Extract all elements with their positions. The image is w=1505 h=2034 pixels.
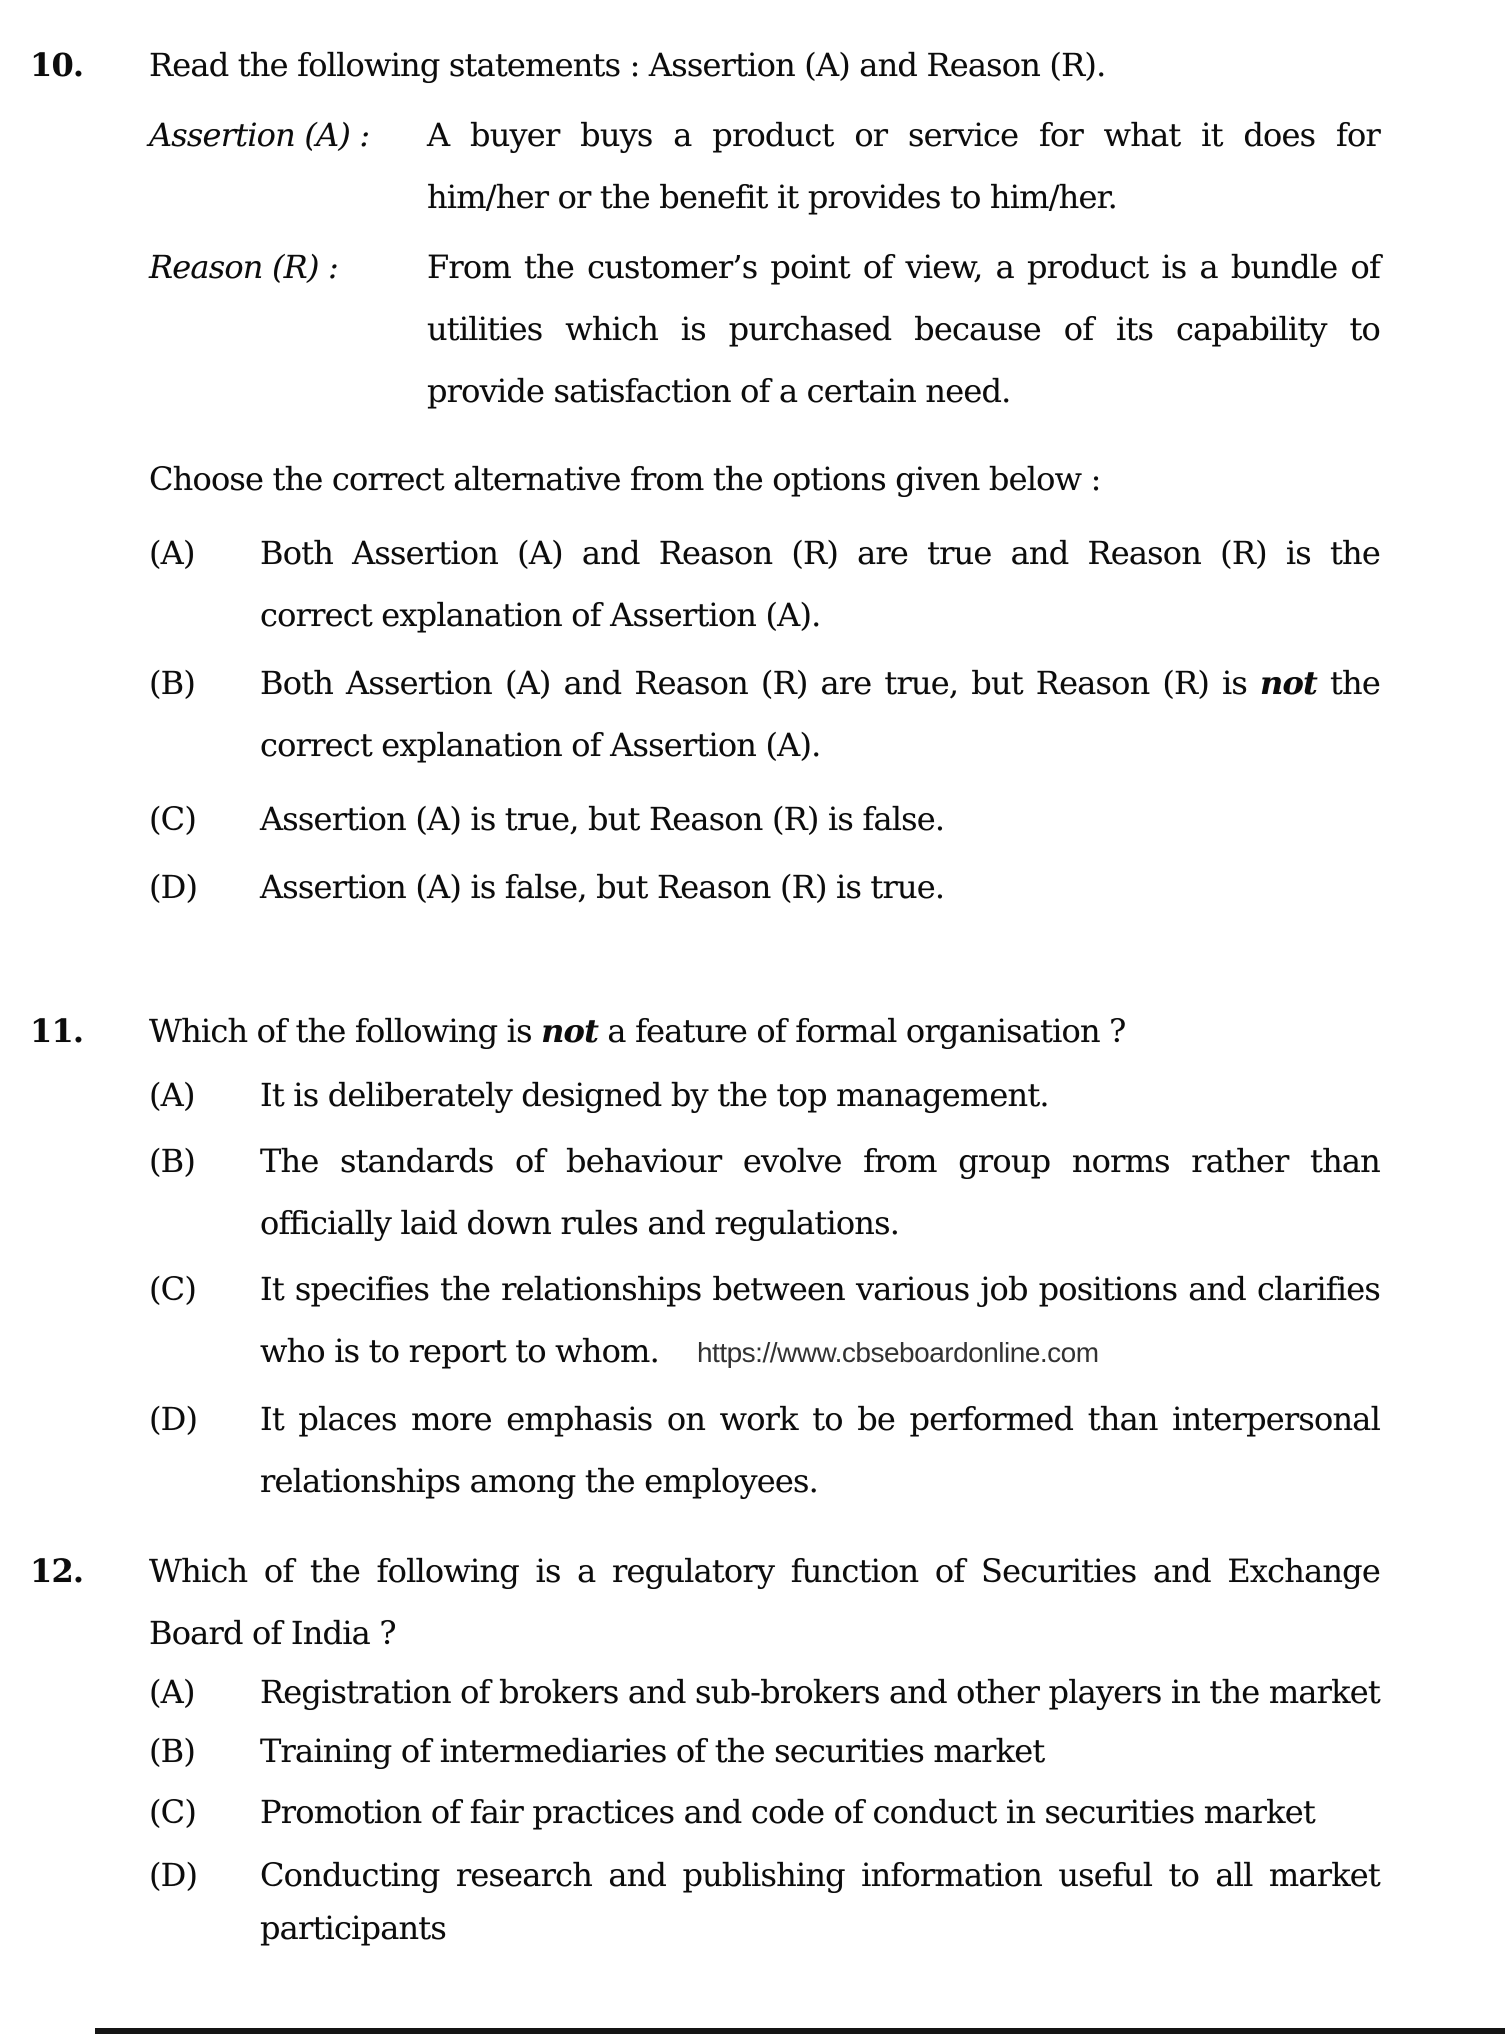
q12-option-d-label: (D): [149, 1856, 198, 1894]
q11-option-c-text: [260, 1258, 1380, 1384]
q12-option-b: [149, 1725, 1380, 1778]
q11-option-d-label: (D): [149, 1400, 198, 1438]
reason-text: From the customer’s point of view, a product is a bundle of utilities which is purchased because of its capability to provide satisfaction of a certain need.: [427, 248, 1380, 410]
q10-option-a-text: Both Assertion (A) and Reason (R) are true and Reason (R) is the correct explanation of Assertion (A).: [260, 534, 1380, 634]
q12-option-b-label: (B): [149, 1732, 196, 1770]
reason-label: Reason (R) :: [149, 248, 338, 286]
q11-option-c-label: (C): [149, 1270, 197, 1308]
q11-option-a-text: It is deliberately designed by the top management.: [260, 1076, 1049, 1114]
q10-option-b-pre: Both Assertion (A) and Reason (R) are true, but Reason (R) is: [260, 664, 1261, 702]
q11-option-b-text: The standards of behaviour evolve from group norms rather than officially laid down rules and regulations.: [260, 1142, 1380, 1242]
question-12-number: 12.: [30, 1552, 84, 1590]
q10-option-b-text: [260, 652, 1380, 776]
question-10-number: 10.: [30, 46, 84, 84]
q10-option-a-label: (A): [149, 534, 195, 572]
q10-option-c-label: (C): [149, 800, 197, 838]
q12-option-c-label: (C): [149, 1793, 197, 1831]
assertion-text: A buyer buys a product or service for what it does for him/her or the benefit it provides to him/her.: [427, 116, 1380, 216]
assertion-label: Assertion (A) :: [149, 116, 370, 154]
question-12-body: [149, 1540, 1380, 1955]
q11-option-c: [149, 1258, 1380, 1384]
q10-option-c-text: Assertion (A) is true, but Reason (R) is false.: [260, 800, 945, 838]
q10-option-d: [149, 856, 1380, 918]
q10-option-b-label: (B): [149, 664, 196, 702]
q11-option-d-text: It places more emphasis on work to be performed than interpersonal relationships among the employees.: [260, 1400, 1380, 1500]
question-11-number: 11.: [30, 1012, 84, 1050]
q12-option-b-text: Training of intermediaries of the securities market: [260, 1732, 1045, 1770]
page-bottom-rule: [95, 2028, 1505, 2034]
instruction-text: Choose the correct alternative from the options given below :: [149, 460, 1101, 498]
question-10-body: [149, 34, 1380, 918]
q11-option-a-label: (A): [149, 1076, 195, 1114]
question-10-text: Read the following statements : Assertion (A) and Reason (R).: [149, 46, 1106, 84]
question-11-body: [149, 1000, 1380, 1516]
assertion-row: [149, 104, 1380, 228]
q12-option-c-text: Promotion of fair practices and code of conduct in securities market: [260, 1793, 1315, 1831]
q11-text-post: a feature of formal organisation ?: [598, 1012, 1126, 1050]
watermark-url: https://www.cbseboardonline.com: [696, 1337, 1099, 1368]
q11-option-c-body: It specifies the relationships between various job positions and clarifies who is to report to whom.: [260, 1270, 1380, 1370]
q10-option-b-post: the correct explanation of Assertion (A).: [260, 664, 1380, 764]
q11-option-b-label: (B): [149, 1142, 196, 1180]
question-10: [30, 34, 1505, 918]
q10-option-d-label: (D): [149, 868, 198, 906]
q12-option-c: [149, 1786, 1380, 1839]
q11-option-d: [149, 1388, 1380, 1512]
question-11-text: [149, 1000, 1380, 1062]
q11-text-emphasis: not: [541, 1012, 599, 1050]
q11-option-a: [149, 1064, 1380, 1126]
question-12: [30, 1540, 1505, 1955]
q12-option-d-text: Conducting research and publishing information useful to all market participants: [260, 1856, 1380, 1947]
q10-option-b: [149, 652, 1380, 776]
q12-option-a-text: Registration of brokers and sub-brokers and other players in the market: [260, 1673, 1380, 1711]
question-11: [30, 1000, 1505, 1516]
q12-option-d: [149, 1849, 1380, 1955]
q12-option-a: [149, 1666, 1380, 1719]
q10-option-a: [149, 522, 1380, 646]
reason-row: [149, 236, 1380, 422]
q10-option-c: [149, 788, 1380, 850]
q10-option-d-text: Assertion (A) is false, but Reason (R) is true.: [260, 868, 945, 906]
q11-text-pre: Which of the following is: [149, 1012, 542, 1050]
q11-option-b: [149, 1130, 1380, 1254]
q12-option-a-label: (A): [149, 1673, 195, 1711]
question-12-text: Which of the following is a regulatory function of Securities and Exchange Board of India ?: [149, 1552, 1380, 1652]
q10-option-b-emphasis: not: [1260, 664, 1318, 702]
